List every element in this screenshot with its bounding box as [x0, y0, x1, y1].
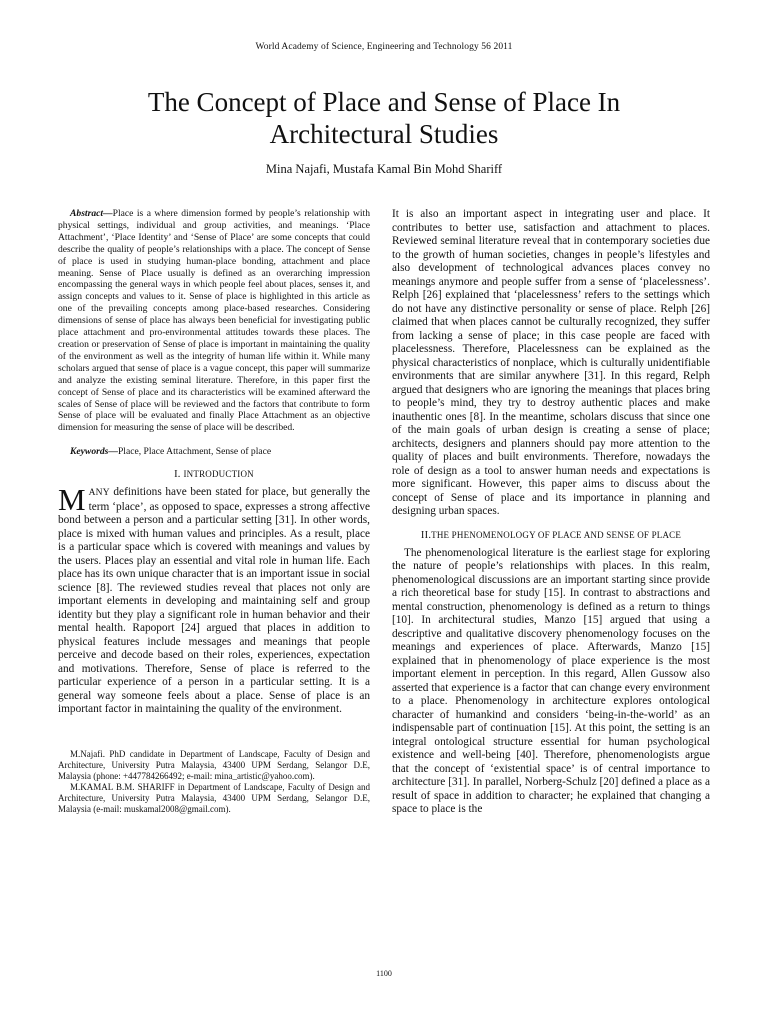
footnote-author-1: M.Najafi. PhD candidate in Department of Landscape, Faculty of Design and Architecture, University Putra Malaysia, 43400 UPM Serdang, Selangor D.E, Malaysia (phone: +447784266492; e-mail: mina_artistic@yahoo.com). — [58, 748, 370, 781]
section2-number: II. — [420, 529, 432, 541]
abstract — [58, 208, 370, 434]
authors: Mina Najafi, Mustafa Kamal Bin Mohd Shariff — [265, 162, 503, 176]
section1-title: INTRODUCTION — [183, 469, 254, 480]
introduction-paragraph — [58, 482, 370, 717]
intro-first-word: ANY — [88, 488, 110, 499]
keywords — [58, 446, 370, 458]
dropcap: M — [58, 482, 86, 518]
abstract-label: Abstract— — [70, 208, 113, 219]
right-paragraph-1: It is also an important aspect in integrating user and place. It contributes to better use, satisfaction and attachment to places. Reviewed seminal literature reveal that in contemporary societies due to the growth of human societies, changes in people’s lifestyles and also development of technological advances places convey no meanings anymore and people suffer from a sense of ‘placelessness’. Relph [26] explained that ‘placelessness’ refers to the settings which do not have any distinctive personality or sense of place. Relph [26] claimed that when places cannot be culturally recognized, they suffer from lacking a sense of place; in this case people are faced with placelessness. Therefore, Placelessness can be explained as the physical characteristics of nonplace, which is culturally unidentifiable environments that are similar anywhere [31]. In this regard, Relph argued that designers who are ignoring the meanings that places bring to people’s mind, they try to destroy authentic places and make inauthentic ones [8]. In the meantime, scholars discuss that since one of the main goals of urban design is creating a sense of place; architects, designers and planners should pay more attention to the quality of places and built environments. Therefore, nowadays the role of design as a tool to answer human needs and expectations is more significant. However, this paper aims to discuss about the concept of Sense of place and its importance in planning and designing urban spaces. — [392, 208, 710, 517]
keywords-text: Place, Place Attachment, Sense of place — [117, 446, 272, 458]
left-column — [58, 208, 370, 815]
section-heading-phenomenology — [392, 530, 710, 541]
phenomenology-paragraph: The phenomenological literature is the earliest stage for exploring the nature of people’s relationships with places. In this realm, phenomenological discussions are an important starting since provide a rich theoretical base for study [15]. In contrast to abstractions and mental construction, phenomenology is defined as a return to things [10]. In architectural studies, Manzo [15] argued that using a descriptive and qualitative discovery phenomenology focuses on the meanings and experiences of place. Afterwards, Manzo [15] explained that in phenomenology of place experience is the most important element in perception. In this regard, Allen Gussow also asserted that experience is a factor that can change every environment to a place. Phenomenology in architecture explores ontological character of humankind and considers ‘being-in-the-world’ as an indispensable part of continuation [15]. At this point, the setting is an integral ontological structure essential for human psychological existence and well-being [40]. Therefore, phenomenologists argue that the concept of ‘existential space’ is of central importance to architecture [31]. In parallel, Norberg-Schulz [20] defined a place as a result of space in addition to character; he explained that changing a space to place is the — [392, 546, 710, 815]
footnotes — [58, 749, 370, 815]
title-line-2: Architectural Studies — [269, 119, 499, 149]
section1-number: I. — [174, 469, 181, 481]
section-heading-introduction — [58, 469, 370, 480]
introduction-text: definitions have been stated for place, but generally the term ‘place’, as opposed to space, expresses a strong affective bond between a person and a particular setting [31]. In other words, place is mixed with human values and principles. As a result, place is a particular space which is covered with meanings and values by the users. Places play an essential and vital role in human life. Each place has its own unique character that is an important issue in social science [8]. The reviewed studies reveal that places not only are important elements in developing and maintaining self and group identity but they play a significant role in human behavior and their mental health. Rapoport [24] argued that places in addition to physical features include messages and meanings that people perceive and decode based on their roles, experiences, expectation and motivations. Therefore, Sense of place is referred to the particular experience of a person in a particular setting. It is a general way someone feels about a place. Sense of place is an important factor in maintaining the quality of the environment. — [58, 486, 370, 716]
title-line-1: The Concept of Place and Sense of Place In — [147, 87, 621, 117]
abstract-text: Place is a where dimension formed by people’s relationship with physical settings, individual and group activities, and meanings. ‘Place Attachment’, ‘Place Identity’ and ‘Sense of Place’ are some concepts that could describe the quality of people’s relationships with a place. The concept of Sense of place is used in studying human-place bonding, attachment and place meaning. Sense of Place usually is defined as an overarching impression encompassing the general ways in which people feel about places, senses it, and assign concepts and values to it. Sense of place is highlighted in this article as one of the prevailing concepts among place-based researches. Considering dimensions of sense of place has always been beneficial for investigating public place attachment and pro-environmental attitudes towards these places. The creation or preservation of Sense of place is important in maintaining the quality of the environment as well as the integrity of human life within it. While many scholars argued that sense of place is a vague concept, this paper will summarize and analyze the existing seminal literature. Therefore, in this paper first the concept of Sense of place and its characteristics will be examined afterward the scales of Sense of place will be reviewed and the factors that contribute to form Sense of place will be evaluated and finally Place Attachment as an objective dimension for measuring the sense of place will be described. — [58, 208, 370, 434]
footnote-author-2: M.KAMAL B.M. SHARIFF in Department of Landscape, Faculty of Design and Architecture, University Putra Malaysia, 43400 UPM Serdang, Selangor D.E, Malaysia (e-mail: muskamal2008@gmail.com). — [58, 781, 370, 814]
right-column — [392, 208, 710, 817]
page-number: 1100 — [376, 969, 392, 978]
section2-title: THE PHENOMENOLOGY OF PLACE AND SENSE OF PLACE — [431, 529, 682, 540]
journal-header: World Academy of Science, Engineering and Technology 56 2011 — [255, 42, 513, 52]
keywords-label: Keywords— — [70, 446, 118, 458]
paper-title — [60, 86, 708, 150]
